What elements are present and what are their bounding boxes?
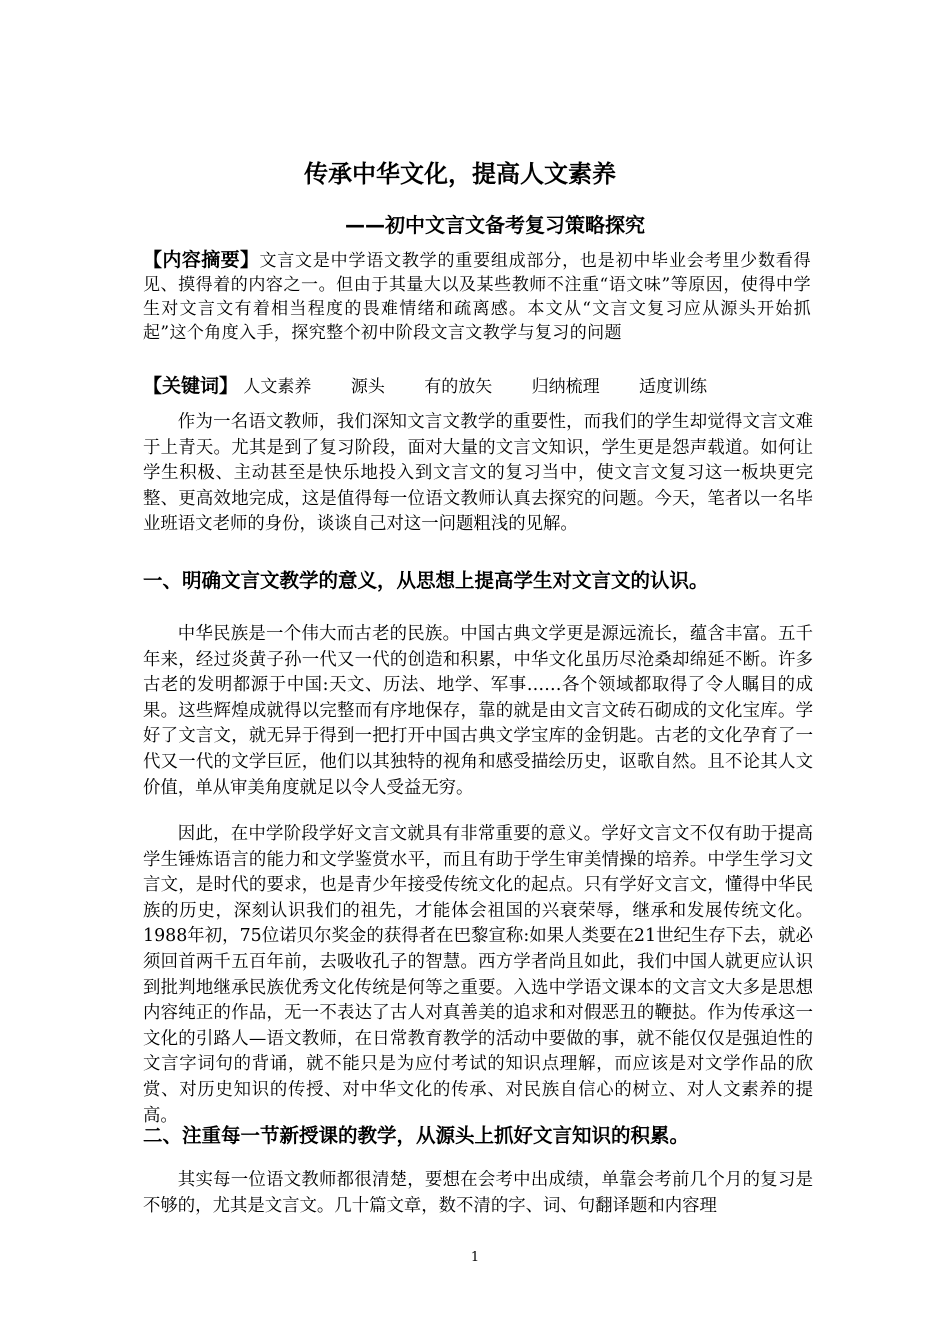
- keyword: 归纳梳理: [531, 377, 600, 397]
- keyword: 人文素养: [243, 377, 312, 397]
- keyword: 源头: [350, 377, 385, 397]
- abstract-label: 【内容摘要】: [143, 249, 260, 271]
- abstract-block: [143, 248, 811, 345]
- keyword: 适度训练: [639, 377, 708, 397]
- keyword: 有的放矢: [424, 377, 493, 397]
- keywords-label: 【关键词】: [143, 375, 239, 397]
- page-number: 1: [470, 1250, 480, 1265]
- section-heading: 二、注重每一节新授课的教学，从源头上抓好文言知识的积累。: [143, 1124, 690, 1147]
- body-paragraph: 因此，在中学阶段学好文言文就具有非常重要的意义。学好文言文不仅有助于提高学生锤炼语言的能力和文学鉴赏水平，而且有助于学生审美情操的培养。中学生学习文言文，是时代的要求，也是青少年接受传统文化的起点。只有学好文言文，懂得中华民族的历史，深刻认识我们的祖先，才能体会祖国的兴衰荣辱，继承和发展传统文化。1988年初，75位诺贝尔奖金的获得者在巴黎宣称:如果人类要在21世纪生存下去，就必须回首两千五百年前，去吸收孔子的智慧。西方学者尚且如此，我们中国人就更应认识到批判地继承民族优秀文化传统是何等之重要。入选中学语文课本的文言文大多是思想内容纯正的作品，无一不表达了古人对真善美的追求和对假恶丑的鞭挞。作为传承这一文化的引路人—语文教师，在日常教育教学的活动中要做的事，就不能仅仅是强迫性的文言字词句的背诵，就不能只是为应付考试的知识点理解，而应该是对文学作品的欣赏、对历史知识的传授、对中华文化的传承、对民族自信心的树立、对人文素养的提高。: [143, 824, 813, 1126]
- document-subtitle: ——初中文言文备考复习策略探究: [345, 213, 645, 237]
- keywords-block: [143, 373, 823, 400]
- intro-paragraph: 作为一名语文教师，我们深知文言文教学的重要性，而我们的学生却觉得文言文难于上青天。尤其是到了复习阶段，面对大量的文言文知识，学生更是怨声载道。如何让学生积极、主动甚至是快乐地投入到文言文的复习当中，使文言文复习这一板块更完整、更高效地完成，这是值得每一位语文教师认真去探究的问题。今天，笔者以一名毕业班语文老师的身份，谈谈自己对这一问题粗浅的见解。: [143, 412, 813, 535]
- body-paragraph: 中华民族是一个伟大而古老的民族。中国古典文学更是源远流长，蕴含丰富。五千年来，经过炎黄子孙一代又一代的创造和积累，中华文化虽历尽沧桑却绵延不断。许多古老的发明都源于中国:天文、历法、地学、军事……各个领域都取得了令人瞩目的成果。这些辉煌成就得以完整而有序地保存，靠的就是由文言文砖石砌成的文化宝库。学好了文言文，就无异于得到一把打开中国古典文学宝库的金钥匙。古老的文化孕育了一代又一代的文学巨匠，他们以其独特的视角和感受描绘历史，讴歌自然。且不论其人文价值，单从审美角度就足以令人受益无穷。: [143, 624, 813, 798]
- abstract-text: 文言文是中学语文教学的重要组成部分，也是初中毕业会考里少数看得见、摸得着的内容之一。但由于其量大以及某些教师不注重“语文味”等原因，使得中学生对文言文有着相当程度的畏难情绪和疏离感。本文从“文言文复习应从源头开始抓起”这个角度入手，探究整个初中阶段文言文教学与复习的问题: [143, 251, 811, 343]
- body-paragraph: 其实每一位语文教师都很清楚，要想在会考中出成绩，单靠会考前几个月的复习是不够的，尤其是文言文。几十篇文章，数不清的字、词、句翻译题和内容理: [143, 1170, 813, 1216]
- section-heading: 一、明确文言文教学的意义，从思想上提高学生对文言文的认识。: [143, 569, 709, 592]
- document-title: 传承中华文化，提高人文素养: [304, 160, 616, 188]
